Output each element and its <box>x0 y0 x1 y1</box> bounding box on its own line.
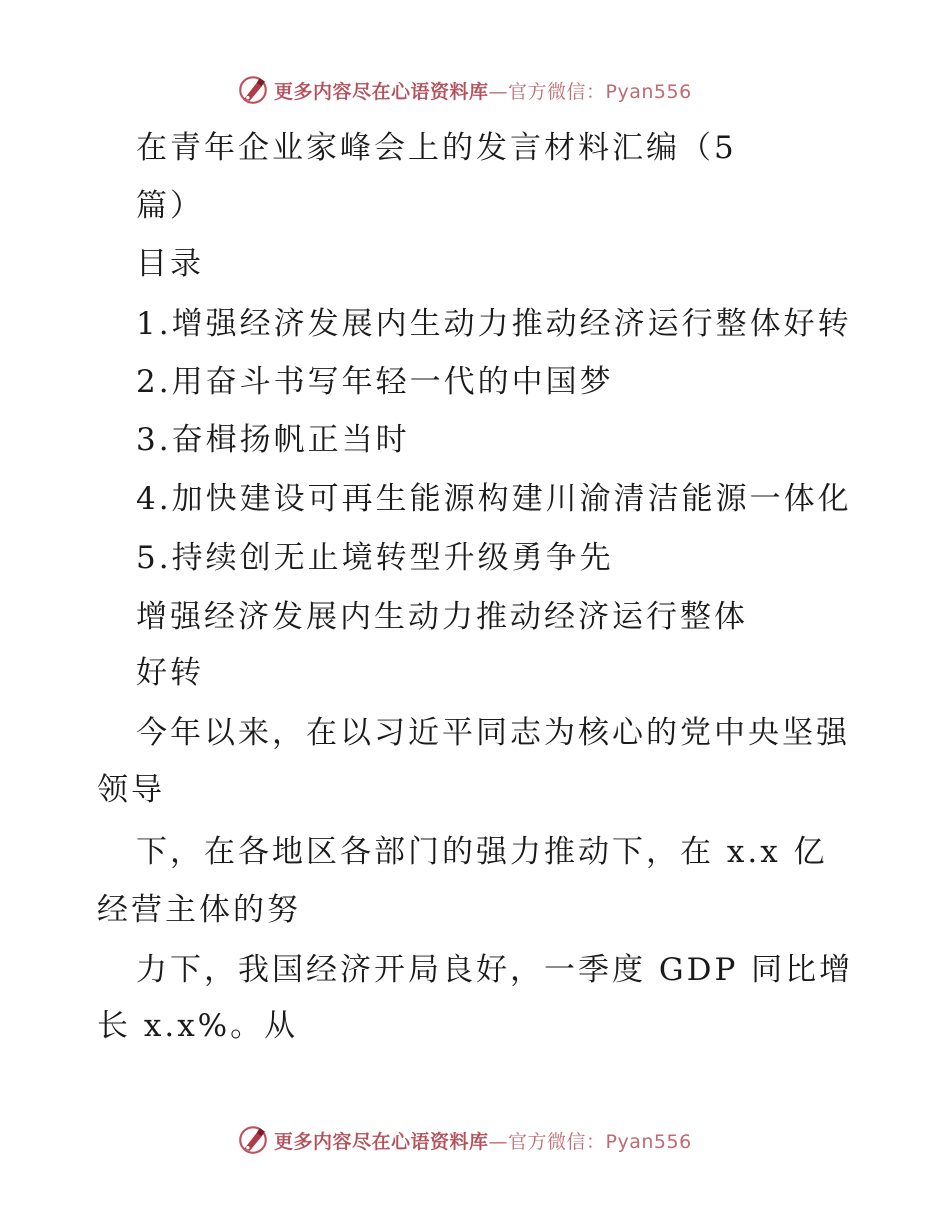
body-line-2: 领导 <box>97 772 165 808</box>
banner-main-text: 更多内容尽在心语资料库 <box>274 1130 489 1153</box>
banner-wechat-text: —官方微信：Pyan556 <box>488 1130 692 1153</box>
document-title-line-2: 篇） <box>136 188 204 224</box>
body-line-3: 下，在各地区各部门的强力推动下，在 x.x 亿 <box>136 834 828 870</box>
document-title-line-1: 在青年企业家峰会上的发言材料汇编（5 <box>136 130 737 166</box>
footer-watermark-banner <box>236 1122 692 1158</box>
body-line-5: 力下，我国经济开局良好，一季度 GDP 同比增 <box>136 952 854 988</box>
section-heading-line-1: 增强经济发展内生动力推动经济运行整体 <box>136 599 748 635</box>
body-line-4: 经营主体的努 <box>97 892 301 928</box>
banner-main-text: 更多内容尽在心语资料库 <box>274 80 489 103</box>
section-heading-line-2: 好转 <box>136 655 204 691</box>
toc-item-4: 4.加快建设可再生能源构建川渝清洁能源一体化 <box>136 481 852 517</box>
body-line-1: 今年以来，在以习近平同志为核心的党中央坚强 <box>136 715 850 751</box>
body-line-6: 长 x.x%。从 <box>97 1008 299 1044</box>
banner-wechat-text: —官方微信：Pyan556 <box>488 80 692 103</box>
toc-item-3: 3.奋楫扬帆正当时 <box>136 422 410 458</box>
pen-nib-logo-icon <box>236 1123 270 1157</box>
toc-item-2: 2.用奋斗书写年轻一代的中国梦 <box>136 364 614 400</box>
toc-heading: 目录 <box>136 246 204 282</box>
pen-nib-logo-icon <box>236 73 270 107</box>
header-watermark-banner <box>236 72 692 108</box>
toc-item-5: 5.持续创无止境转型升级勇争先 <box>136 540 614 576</box>
toc-item-1: 1.增强经济发展内生动力推动经济运行整体好转 <box>136 306 852 342</box>
